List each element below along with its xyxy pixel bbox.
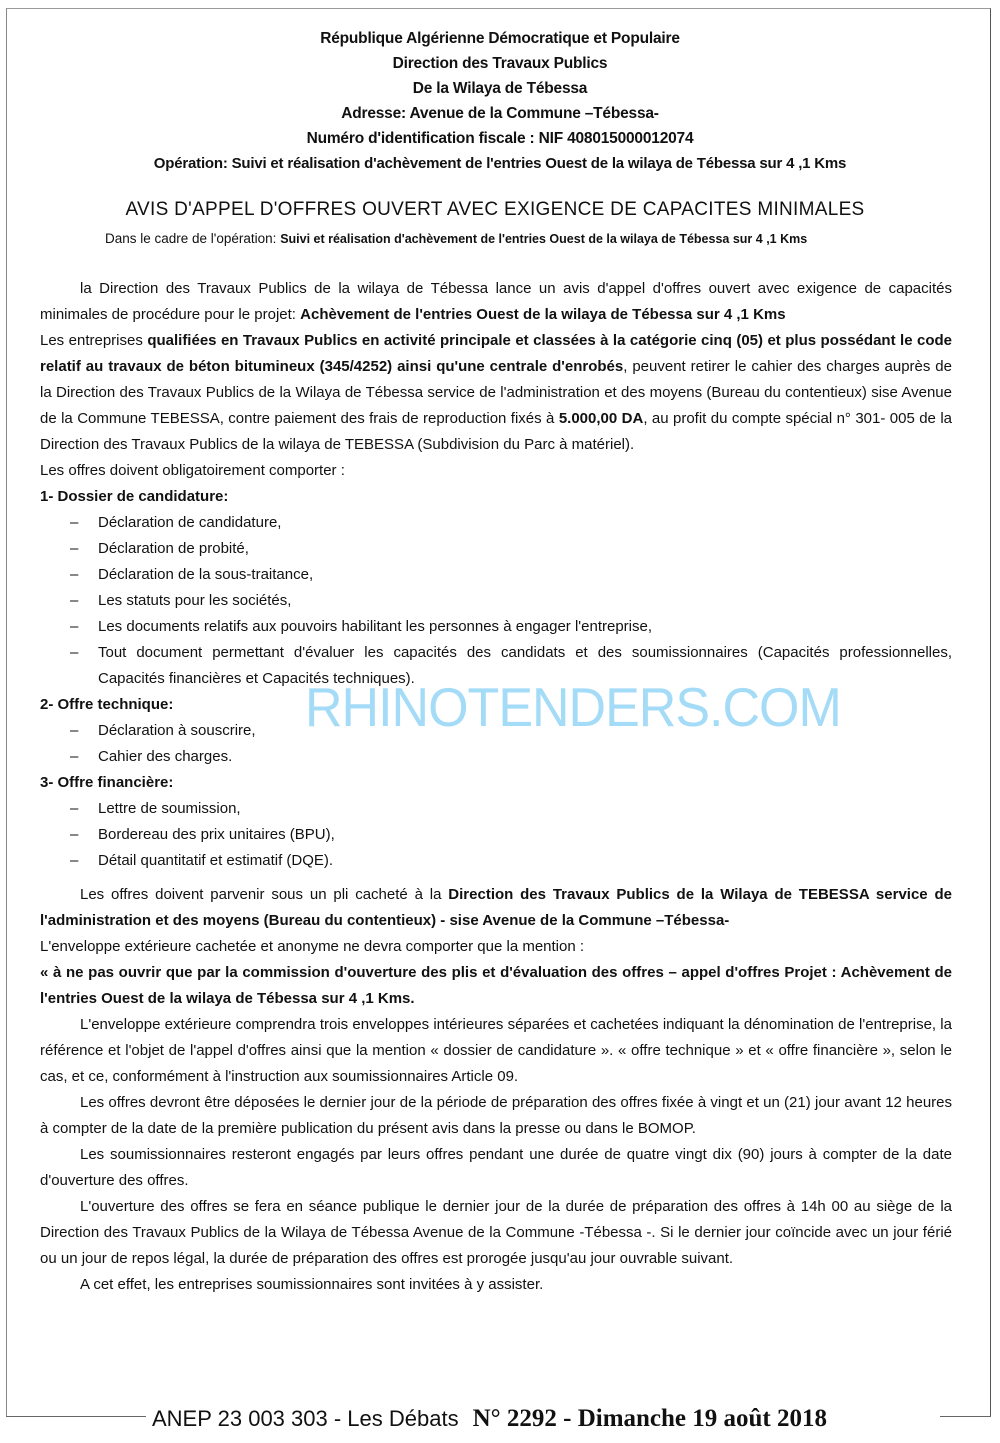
list-item: – Détail quantitatif et estimatif (DQE). [70, 848, 952, 874]
deadline-paragraph: Les offres devront être déposées le dernier jour de la période de préparation des offres fixée à vingt et un (21) jour avant 12 heures à compter de la date de la première publication du présent avis dans la presse ou dans le BOMOP. [40, 1094, 952, 1137]
invitation-paragraph: A cet effet, les entreprises soumissionnaires sont invitées à y assister. [80, 1276, 544, 1293]
list-item: – Déclaration de candidature, [70, 510, 952, 536]
eligibility-text-e: , au profit du compte spécial n° 301- 005 de la Direction des Travaux Publics de la wilaya de TEBESSA (Subdivision du Parc à matériel). [40, 410, 952, 453]
letterhead [0, 26, 1000, 176]
header-address: Adresse: Avenue de la Commune –Tébessa- [341, 105, 659, 122]
header-operation: Opération: Suivi et réalisation d'achèvement de l'entries Ouest de la wilaya de Tébessa sur 4 ,1 Kms [153, 155, 847, 172]
intro-text: la Direction des Travaux Publics de la wilaya de Tébessa lance un avis d'appel d'offres ouvert avec exigence de capacités minimales de procédure pour le projet: [40, 280, 952, 323]
list-item: – Déclaration à souscrire, [70, 718, 952, 744]
header-nif: Numéro d'identification fiscale : NIF 408015000012074 [306, 130, 694, 147]
offers-requirement: Les offres doivent obligatoirement comporter : [40, 462, 345, 479]
intro-project: Achèvement de l'entries Ouest de la wilaya de Tébessa sur 4 ,1 Kms [300, 306, 786, 323]
envelope-label: « à ne pas ouvrir que par la commission d'ouverture des plis et d'évaluation des offres – appel d'offres Projet : Achèvement de l'entries Ouest de la wilaya de Tébessa sur 4 ,1 Kms. [40, 964, 952, 1007]
notice-body [40, 276, 952, 1298]
list-item: – Tout document permettant d'évaluer les capacités des candidats et des soumissionnaires (Capacités professionnelles, Capacités financières et Capacités techniques). [70, 640, 952, 692]
list-item: – Lettre de soumission, [70, 796, 952, 822]
notice-subtitle [105, 231, 807, 246]
eligibility-text-a: Les entreprises [40, 332, 148, 349]
list-item: – Les statuts pour les sociétés, [70, 588, 952, 614]
section-title: 2- Offre technique: [40, 696, 174, 713]
reproduction-fee: 5.000,00 DA [558, 410, 644, 427]
section-title: 1- Dossier de candidature: [40, 488, 229, 505]
footer-issue: N° 2292 - Dimanche 19 août 2018 [472, 1405, 828, 1432]
submission-text: Les offres doivent parvenir sous un pli cacheté à la [80, 886, 449, 903]
header-country: République Algérienne Démocratique et Populaire [320, 30, 680, 47]
eligibility-paragraph [40, 328, 952, 458]
subtitle-operation: Suivi et réalisation d'achèvement de l'entries Ouest de la wilaya de Tébessa sur 4 ,1 Kms [280, 232, 808, 246]
intro-paragraph [40, 276, 952, 328]
section-list [40, 796, 952, 874]
header-wilaya: De la Wilaya de Tébessa [412, 80, 588, 97]
opening-paragraph: L'ouverture des offres se fera en séance publique le dernier jour de la durée de préparation des offres à 14h 00 au siège de la Direction des Travaux Publics de la Wilaya de Tébessa Avenue de la Commune -Tébessa -. Si le dernier jour coïncide avec un jour férié ou un jour de repos légal, la durée de préparation des offres est prorogée jusqu'au jour ouvrable suivant. [40, 1198, 952, 1267]
inner-envelopes-paragraph: L'enveloppe extérieure comprendra trois enveloppes intérieures séparées et cachetées indiquant la dénomination de l'entreprise, la référence et l'objet de l'appel d'offres ainsi que la mention « dossier de candidature ». « offre technique » et « offre financière », selon le cas, et ce, conformément à l'instruction aux soumissionnaires Article 09. [40, 1016, 952, 1085]
validity-paragraph: Les soumissionnaires resteront engagés par leurs offres pendant une durée de quatre vingt dix (90) jours à compter de la date d'ouverture des offres. [40, 1146, 952, 1189]
section-list [40, 510, 952, 692]
eligibility-criteria: qualifiées en Travaux Publics en activité principale et classées à la catégorie cinq (05) et plus possédant le code relatif au travaux de béton bitumineux (345/4252) ainsi qu'une centrale d'enrobés [40, 332, 952, 375]
header-direction: Direction des Travaux Publics [392, 55, 608, 72]
list-item: – Déclaration de probité, [70, 536, 952, 562]
list-item: – Déclaration de la sous-traitance, [70, 562, 952, 588]
submission-paragraph [40, 882, 952, 934]
watermark: RHINOTENDERS.COM [305, 677, 841, 739]
subtitle-prefix: Dans le cadre de l'opération: [105, 231, 281, 246]
notice-title: AVIS D'APPEL D'OFFRES OUVERT AVEC EXIGENCE DE CAPACITES MINIMALES [125, 199, 865, 220]
submission-address: Direction des Travaux Publics de la Wilaya de TEBESSA service de l'administration et des moyens (Bureau du contentieux) - sise Avenue de la Commune –Tébessa- [40, 886, 952, 929]
publication-footer [152, 1405, 827, 1433]
list-item: – Les documents relatifs aux pouvoirs habilitant les personnes à engager l'entreprise, [70, 614, 952, 640]
page-border-bottom [6, 1416, 146, 1417]
eligibility-text-c: , peuvent retirer le cahier des charges auprès de la Direction des Travaux Publics de la Wilaya de Tébessa service de l'administration et des moyens (Bureau du contentieux) sise Avenue de la Commune TEBESSA, contre paiement des frais de reproduction fixés à [40, 358, 952, 427]
envelope-mention: L'enveloppe extérieure cachetée et anonyme ne devra comporter que la mention : [40, 938, 585, 955]
page-border-bottom-right [940, 1416, 991, 1417]
list-item: – Cahier des charges. [70, 744, 952, 770]
section-title: 3- Offre financière: [40, 774, 174, 791]
list-item: – Bordereau des prix unitaires (BPU), [70, 822, 952, 848]
footer-anep: ANEP 23 003 303 - Les Débats [152, 1406, 459, 1431]
